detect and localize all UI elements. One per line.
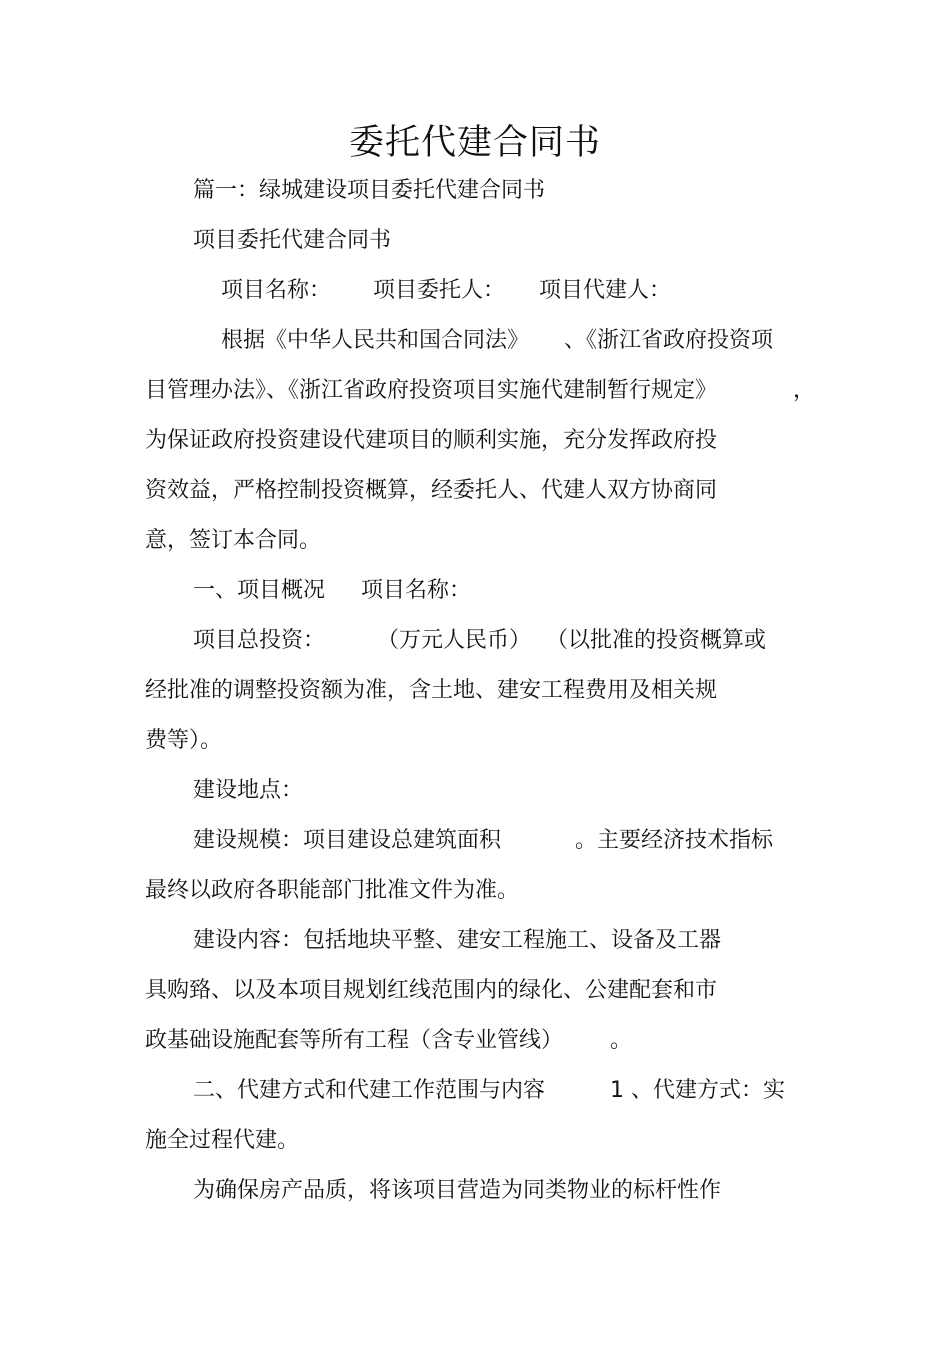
text-line: 。 bbox=[610, 1028, 633, 1053]
total-investment-label: 项目总投资： bbox=[193, 628, 326, 653]
text-line: 经批准的调整投资额为准，含土地、建安工程费用及相关规 bbox=[145, 678, 718, 703]
document-title: 委托代建合同书 bbox=[348, 123, 601, 163]
text-line: 具购臵、以及本项目规划红线范围内的绿化、公建配套和市 bbox=[145, 978, 718, 1003]
text-line: 建设规模：项目建设总建筑面积 bbox=[193, 828, 502, 853]
text-line: 建设内容：包括地块平整、建安工程施工、设备及工器 bbox=[193, 928, 722, 953]
construction-site-label: 建设地点： bbox=[193, 778, 304, 803]
text-line: 施全过程代建。 bbox=[145, 1128, 300, 1153]
section-title: 一、项目概况 bbox=[193, 578, 326, 603]
project-client-label: 项目委托人： bbox=[373, 278, 506, 303]
text-line: 为保证政府投资建设代建项目的顺利实施，充分发挥政府投 bbox=[145, 428, 718, 453]
text-line: 费等）。 bbox=[145, 728, 223, 753]
text-line: （万元人民币） bbox=[377, 628, 532, 653]
text-line: 最终以政府各职能部门批准文件为准。 bbox=[145, 878, 520, 903]
section-title: 二、代建方式和代建工作范围与内容 bbox=[193, 1078, 546, 1103]
text-line: 。主要经济技术指标 bbox=[575, 828, 774, 853]
text-line: 政基础设施配套等所有工程（含专业管线） bbox=[145, 1028, 564, 1053]
subtitle-line: 篇一：绿城建设项目委托代建合同书 bbox=[193, 178, 546, 203]
text-line: 根据《中华人民共和国合同法》 bbox=[221, 328, 530, 353]
text-line: 意，签订本合同。 bbox=[145, 528, 322, 553]
section-heading: 项目委托代建合同书 bbox=[193, 228, 392, 253]
text-line: 1 、代建方式：实 bbox=[610, 1078, 785, 1103]
text-line: 、《浙江省政府投资项 bbox=[564, 328, 774, 353]
project-name-label: 项目名称： bbox=[361, 578, 472, 603]
text-line: 目管理办法》、《浙江省政府投资项目实施代建制暂行规定》 bbox=[145, 378, 718, 403]
text-line: 资效益，严格控制投资概算，经委托人、代建人双方协商同 bbox=[145, 478, 718, 503]
text-line: ， bbox=[793, 378, 816, 403]
project-name-label: 项目名称： bbox=[221, 278, 332, 303]
text-line: （以批准的投资概算或 bbox=[546, 628, 767, 653]
text-line: 为确保房产品质，将该项目营造为同类物业的标杆性作 bbox=[193, 1178, 722, 1203]
project-agent-label: 项目代建人： bbox=[539, 278, 672, 303]
